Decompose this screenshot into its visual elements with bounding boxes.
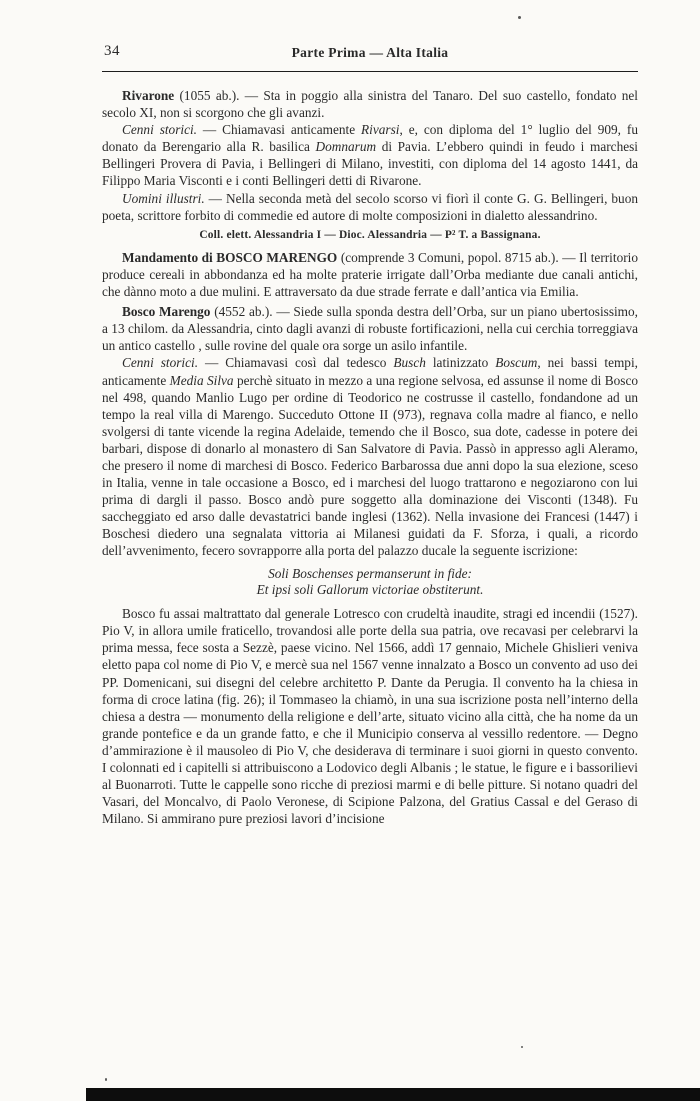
text-segment: Cenni storici. [122,355,199,371]
paragraph-bosco-history-pio-v [102,605,638,827]
paragraph-rivarone [102,87,638,121]
latin-inscription-line-1 [102,566,638,583]
text-segment: Bosco Marengo [122,304,211,320]
latin-inscription-line-2 [102,582,638,599]
page-content [102,42,638,827]
scan-speck [518,16,521,19]
text-segment: Uomini illustri. [122,190,205,206]
paragraph-cenni-storici-bosco [102,354,638,559]
text-segment: (comprende 3 Comuni, popol. 8715 ab.). — Il territorio produce cereali in abbondanza ed ha molte praterie irrigate dall’Orba mediante due canali antichi, che dànno moto a due mulini. E attraversato da due strade ferrate e dall’antica via Emilia. [102,249,638,300]
text-segment: Mandamento di BOSCO MARENGO [122,249,338,265]
scan-black-bar [86,1088,700,1101]
body-text [102,87,638,827]
text-segment: Rivarone [122,88,175,103]
text-segment: Media Silva [169,372,234,388]
page-number: 34 [104,43,120,59]
scan-speck [521,1046,523,1048]
text-segment: (4552 ab.). — Siede sulla sponda destra dell’Orba, sur un piano ubertosissimo, a 13 chilom. da Alessandria, cinto dagli avanzi di robuste fortificazioni, nella cui cerchia torreggiava un antico castello , sulle rovine del quale ora sorge un asilo infantile. [102,304,638,354]
running-header-title: Parte Prima — Alta Italia [291,45,449,60]
text-segment: — Nella seconda metà del secolo scorso vi fiorì il conte G. G. Bellingeri, buon poeta, scrittore forbito di commedie ed autore di molte composizioni in dialetto alessandrino. [102,190,638,223]
text-segment: perchè situato in mezzo a una regione selvosa, ed assunse il nome di Bosco nel 498, quando Manlio Lugo per ordine di Teodorico ne costrusse il castello, fondandone ad un tempo la real villa di Marengo. Succeduto Ottone II (973), regnava colla madre al fianco, e nello svolgersi di tante vicende la regina Adelaide, temendo che il Bosco, sua dote, cadesse in potere dei barbari, dispose di donarlo al monastero di San Salvatore di Pavia. Passò in appresso agli Aleramo, che presero il nome di marchesi di Bosco. Federico Barbarossa due anni dopo la sua elezione, sceso in Italia, venne in tale occasione a Bosco, ed i marchesi del luogo trattarono e negoziarono con lui prima di dargli il passo. Bosco andò pure soggetto alla dominazione dei Visconti (1348). Fu saccheggiato ed arso dalle devastatrici bande inglesi (1362). Nella invasione dei Francesi (1447) i Boschesi diedero una segnalata vittoria ai Milanesi guidati da F. Sforza, i quali, a ricordo dell’avvenimento, fecero sovrapporre alla porta del palazzo ducale la seguente iscrizione: [102,372,638,559]
text-segment: Et ipsi soli Gallorum victoriae obstiterunt. [256,582,484,598]
paragraph-bosco-marengo [102,303,638,354]
text-segment: Boscum [495,355,538,371]
text-segment: Coll. elett. Alessandria I — Dioc. Alessandria — P² T. a Bassignana. [199,228,541,241]
header-rule [102,71,638,72]
text-segment: Soli Boschenses permanserunt in fide: [268,565,472,581]
text-segment: Rivarsi [361,122,400,138]
text-segment: Cenni storici. [122,122,197,138]
text-segment: Domnarum [315,139,377,155]
text-segment: Busch [393,355,426,371]
text-segment: — Chiamavasi così dal tedesco [198,355,394,371]
text-segment: , nei bassi tempi, anticamente [102,355,638,388]
scan-speck [105,1078,107,1081]
text-segment: — Chiamavasi anticamente [197,122,362,138]
text-segment: , e, con diploma del 1° luglio del 909, fu donato da Berengario alla R. basilica [102,122,638,155]
running-header [102,42,638,64]
paragraph-uomini-illustri [102,190,638,224]
text-segment: (1055 ab.). — Sta in poggio alla sinistra del Tanaro. Del suo castello, fondato nel secolo XI, non si scorgono che gli avanzi. [102,88,638,121]
text-segment: di Pavia. L’ebbero quindi in feudo i marchesi Bellingeri Provera di Pavia, i Bellingeri di Milano, investiti, con diploma del 14 agosto 1441, da Filippo Maria Visconti e i conti Bellingeri detti di Rivarone. [102,139,638,189]
text-segment: Bosco fu assai maltrattato dal generale Lotresco con crudeltà inaudite, stragi ed incendii (1527). Pio V, in allora umile fraticello, trovandosi alle porte della sua patria, ove recavasi per celebrarvi la prima messa, fece sosta a Sezzè, paese vicino. Nel 1566, addì 17 gennaio, Michele Ghislieri veniva eletto papa col nome di Pio V, e mercè sua nel 1567 venne innalzato a Bosco un convento ad uso dei PP. Domenicani, sui disegni del celebre architetto P. Dante da Perugia. Il convento ha la chiesa in forma di croce latina (fig. 26); il Tommaseo la chiamò, in una sua iscrizione posta nell’interno della chiesa a destra — monumento della religione e dell’arte, situato vicino alla città, che ha nome da un grande pontefice e da un grande fatto, e che il Municipio conserva al vessillo redentore. — Degno d’ammirazione è il mausoleo di Pio V, che desiderava di terminare i suoi giorni in questo convento. I colonnati ed i capitelli si attribuiscono a Lodovico degli Albanis ; le statue, le figure e i bassorilievi al Buonarroti. Tutte le cappelle sono ricche di preziosi marmi e di belle pitture. Si notano quadri del Vasari, del Moncalvo, di Paolo Veronese, di Scipione Palzona, del Gratius Cassal e del Geraso di Milano. Si ammirano pure preziosi lavori d’incisione [102,606,638,827]
paragraph-cenni-storici-rivarone [102,121,638,189]
electoral-college-line [102,227,638,244]
paragraph-mandamento-bosco-marengo [102,249,638,300]
text-segment: latinizzato [425,355,496,371]
